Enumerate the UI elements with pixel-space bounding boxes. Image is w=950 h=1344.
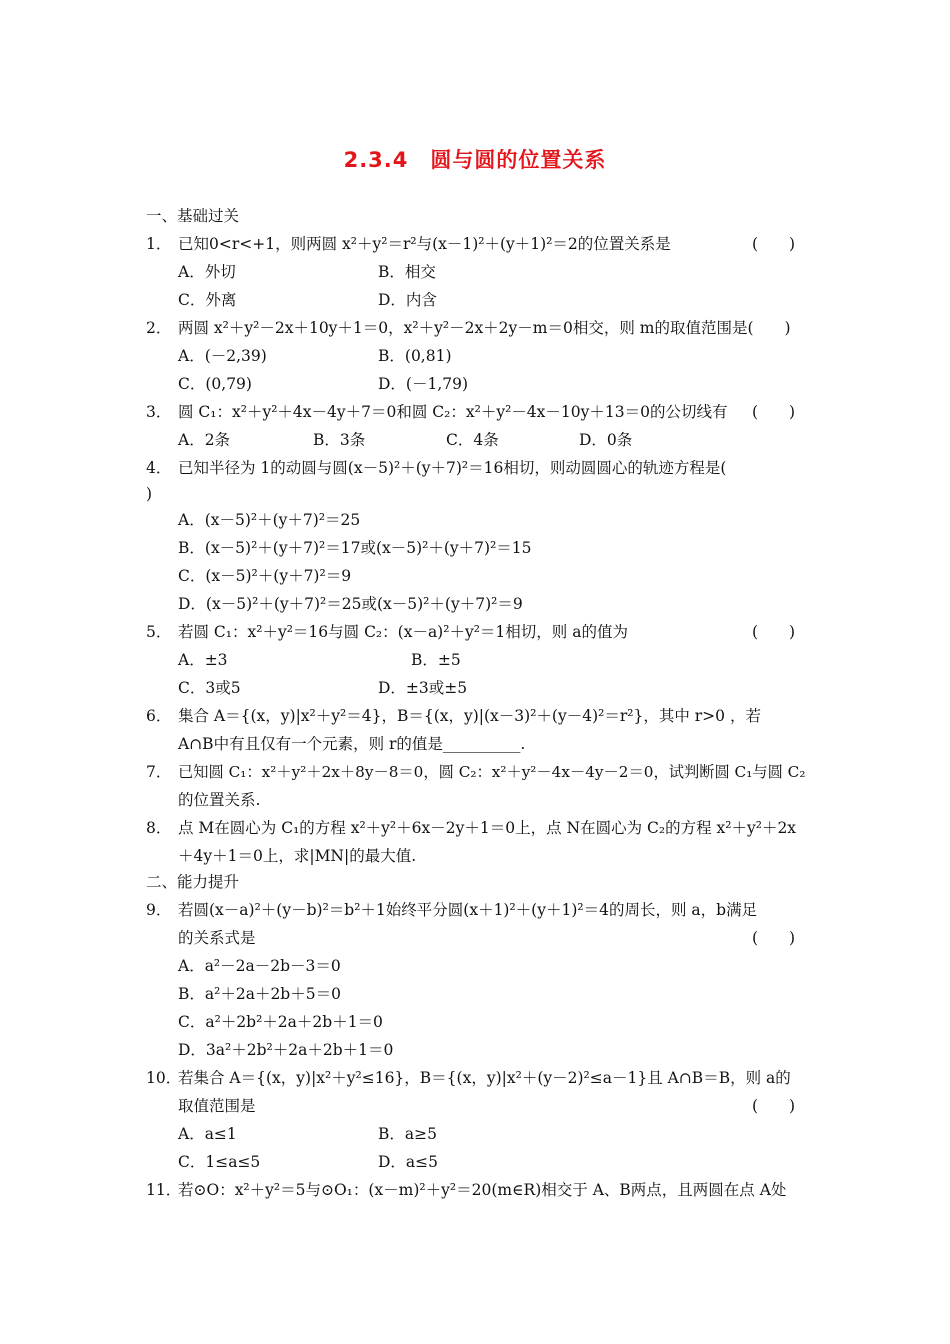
q6-text-cont: A∩B中有且仅有一个元素，则 r的值是__________. — [178, 735, 526, 753]
q10-option-d: D．a≤5 — [378, 1153, 439, 1171]
q7-continuation — [0, 786, 950, 814]
question-3 — [0, 398, 950, 426]
q5-option-b: B．±5 — [411, 651, 461, 669]
q9-text: 若圆(x－a)²＋(y－b)²＝b²＋1始终平分圆(x＋1)²＋(y＋1)²＝4的周长，则 a，b满足 — [178, 901, 758, 919]
q2-option-b: B．(0,81) — [378, 347, 452, 365]
q1-options-row-2 — [0, 286, 950, 314]
q5-number: 5． — [146, 623, 172, 641]
section-heading — [0, 202, 950, 230]
q3-option-d: D．0条 — [579, 431, 633, 449]
q6-number: 6． — [146, 707, 172, 725]
q5-option-d: D．±3或±5 — [378, 679, 468, 697]
question-7 — [0, 758, 950, 786]
page-title: 2.3.4 圆与圆的位置关系 — [343, 148, 607, 172]
q11-number: 11． — [146, 1181, 182, 1199]
q9-number: 9． — [146, 901, 172, 919]
q4-continuation — [0, 480, 950, 508]
q4-text: 已知半径为 1的动圆与圆(x－5)²＋(y＋7)²＝16相切，则动圆圆心的轨迹方程是( — [178, 459, 727, 477]
q1-option-a: A．外切 — [178, 263, 236, 281]
q9-option-b: B．a²＋2a＋2b＋5＝0 — [178, 985, 341, 1003]
q5-options-row-1 — [0, 646, 950, 674]
q6-text: 集合 A＝{(x，y)|x²＋y²＝4}，B＝{(x，y)|(x－3)²＋(y－4)²＝r²}，其中 r>0 ，若 — [178, 707, 761, 725]
q8-text-cont: ＋4y＋1＝0上，求|MN|的最大值. — [178, 847, 417, 865]
q10-text-cont: 取值范围是 — [178, 1097, 256, 1115]
q1-number: 1． — [146, 235, 172, 253]
q1-option-c: C．外离 — [178, 291, 237, 309]
section-2-label: 二、能力提升 — [146, 873, 240, 891]
q1-options-row-1 — [0, 258, 950, 286]
q9-text-cont: 的关系式是 — [178, 929, 256, 947]
q2-option-d: D．(－1,79) — [378, 375, 469, 393]
q1-option-b: B．相交 — [378, 263, 436, 281]
question-11 — [0, 1176, 950, 1204]
q4-option-b: B．(x－5)²＋(y＋7)²＝17或(x－5)²＋(y＋7)²＝15 — [178, 539, 532, 557]
question-5 — [0, 618, 950, 646]
q4-number: 4． — [146, 459, 172, 477]
q10-option-a: A．a≤1 — [178, 1125, 237, 1143]
q2-option-a: A．(－2,39) — [178, 347, 267, 365]
q2-option-c: C．(0,79) — [178, 375, 252, 393]
q3-text: 圆 C₁：x²＋y²＋4x－4y＋7＝0和圆 C₂：x²＋y²－4x－10y＋13＝0的公切线有 — [178, 403, 728, 421]
q7-number: 7． — [146, 763, 172, 781]
q3-option-c: C．4条 — [446, 431, 499, 449]
section-heading — [0, 868, 950, 896]
q11-text: 若⊙O：x²＋y²＝5与⊙O₁：(x－m)²＋y²＝20(m∈R)相交于 A、B两点，且两圆在点 A处 — [178, 1181, 787, 1199]
q5-answer-blank: ( ) — [752, 623, 796, 641]
q2-options-row-2 — [0, 370, 950, 398]
q9-option-c: C．a²＋2b²＋2a＋2b＋1＝0 — [178, 1013, 383, 1031]
q10-number: 10． — [146, 1069, 182, 1087]
q5-option-a: A．±3 — [178, 651, 228, 669]
q7-text: 已知圆 C₁：x²＋y²＋2x＋8y－8＝0，圆 C₂：x²＋y²－4x－4y－2＝0，试判断圆 C₁与圆 C₂ — [178, 763, 806, 781]
q9-option-a-row — [0, 952, 950, 980]
q9-option-b-row — [0, 980, 950, 1008]
question-6 — [0, 702, 950, 730]
q9-continuation — [0, 924, 950, 952]
question-10 — [0, 1064, 950, 1092]
q3-option-a: A．2条 — [178, 431, 231, 449]
q7-text-cont: 的位置关系. — [178, 791, 261, 809]
q5-option-c: C．3或5 — [178, 679, 241, 697]
q6-continuation — [0, 730, 950, 758]
q1-option-d: D．内含 — [378, 291, 437, 309]
q9-option-c-row — [0, 1008, 950, 1036]
question-2 — [0, 314, 950, 342]
question-1 — [0, 230, 950, 258]
q8-continuation — [0, 842, 950, 870]
q8-text: 点 M在圆心为 C₁的方程 x²＋y²＋6x－2y＋1＝0上，点 N在圆心为 C₂的方程 x²＋y²＋2x — [178, 819, 797, 837]
q3-option-b: B．3条 — [313, 431, 366, 449]
q2-text: 两圆 x²＋y²－2x＋10y＋1＝0，x²＋y²－2x＋2y－m＝0相交，则 m的取值范围是( ) — [178, 319, 791, 337]
q10-text: 若集合 A＝{(x，y)|x²＋y²≤16}，B＝{(x，y)|x²＋(y－2)²≤a－1}且 A∩B＝B，则 a的 — [178, 1069, 791, 1087]
q1-text: 已知0<r<+1，则两圆 x²＋y²＝r²与(x－1)²＋(y＋1)²＝2的位置关系是 — [178, 235, 671, 253]
q4-option-a-row — [0, 506, 950, 534]
question-4 — [0, 454, 950, 482]
question-9 — [0, 896, 950, 924]
q8-number: 8． — [146, 819, 172, 837]
q10-options-row-2 — [0, 1148, 950, 1176]
q2-options-row-1 — [0, 342, 950, 370]
q9-option-d: D．3a²＋2b²＋2a＋2b＋1＝0 — [178, 1041, 394, 1059]
question-8 — [0, 814, 950, 842]
q9-option-d-row — [0, 1036, 950, 1064]
q4-text-cont: ) — [146, 485, 153, 503]
q4-option-d: D．(x－5)²＋(y＋7)²＝25或(x－5)²＋(y＋7)²＝9 — [178, 595, 523, 613]
q10-option-c: C．1≤a≤5 — [178, 1153, 261, 1171]
q2-number: 2． — [146, 319, 172, 337]
q5-options-row-2 — [0, 674, 950, 702]
q10-option-b: B．a≥5 — [378, 1125, 437, 1143]
q3-options-row — [0, 426, 950, 454]
q9-option-a: A．a²－2a－2b－3＝0 — [178, 957, 341, 975]
q4-option-c-row — [0, 562, 950, 590]
q9-answer-blank: ( ) — [752, 929, 796, 947]
q4-option-a: A．(x－5)²＋(y＋7)²＝25 — [178, 511, 361, 529]
q10-answer-blank: ( ) — [752, 1097, 796, 1115]
q1-answer-blank: ( ) — [752, 235, 796, 253]
section-1-label: 一、基础过关 — [146, 207, 240, 225]
q10-options-row-1 — [0, 1120, 950, 1148]
q4-option-d-row — [0, 590, 950, 618]
q3-answer-blank: ( ) — [752, 403, 796, 421]
q4-option-b-row — [0, 534, 950, 562]
q5-text: 若圆 C₁：x²＋y²＝16与圆 C₂：(x－a)²＋y²＝1相切，则 a的值为 — [178, 623, 628, 641]
q3-number: 3． — [146, 403, 172, 421]
q10-continuation — [0, 1092, 950, 1120]
q4-option-c: C．(x－5)²＋(y＋7)²＝9 — [178, 567, 352, 585]
